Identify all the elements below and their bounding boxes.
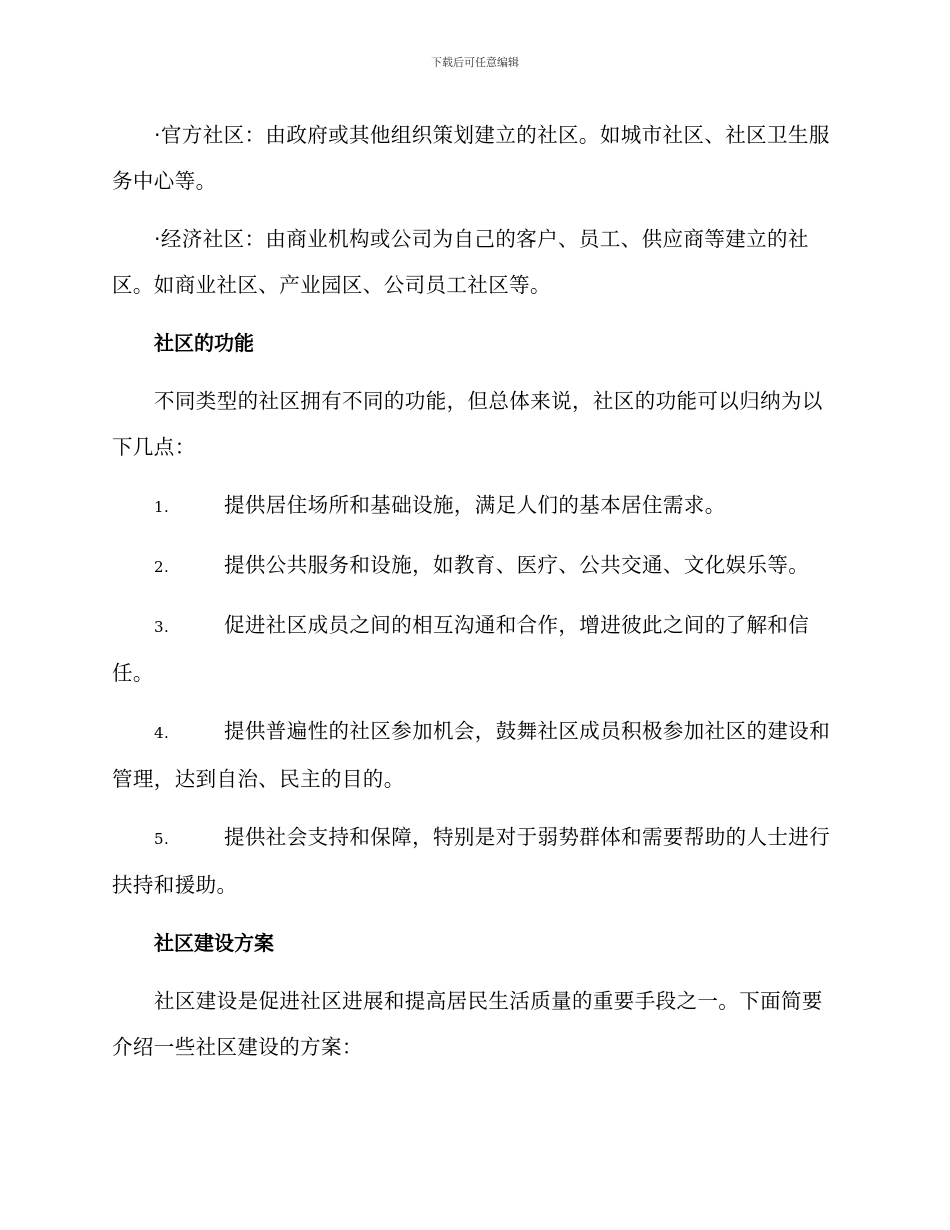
list-item-number: 5.	[154, 830, 170, 848]
list-item-text: 提供普遍性的社区参加机会，鼓舞社区成员积极参加社区的建设和管理，达到自治、民主的目的。	[112, 719, 831, 791]
paragraph-economic-community: ·经济社区：由商业机构或公司为自己的客户、员工、供应商等建立的社区。如商业社区、产业园区、公司员工社区等。	[112, 227, 809, 297]
list-item-text: 提供公共服务和设施，如教育、医疗、公共交通、文化娱乐等。	[224, 553, 810, 577]
heading-community-construction: 社区建设方案	[154, 931, 274, 955]
paragraph-construction-intro: 社区建设是促进社区进展和提高居民生活质量的重要手段之一。下面简要介绍一些社区建设的方案：	[112, 989, 823, 1059]
paragraph-functions-intro: 不同类型的社区拥有不同的功能，但总体来说，社区的功能可以归纳为以下几点：	[112, 389, 823, 459]
document-body	[112, 112, 834, 1082]
heading-community-functions: 社区的功能	[154, 331, 254, 355]
list-item	[112, 602, 834, 696]
list-item-number: 4.	[154, 724, 170, 742]
list-item-number: 1.	[154, 498, 170, 516]
list-item	[112, 814, 834, 908]
list-item-text: 提供居住场所和基础设施，满足人们的基本居住需求。	[224, 493, 726, 517]
list-item	[112, 482, 834, 530]
page-header: 下载后可任意编辑	[431, 56, 519, 69]
paragraph-official-community: ·官方社区：由政府或其他组织策划建立的社区。如城市社区、社区卫生服务中心等。	[112, 123, 830, 193]
list-item-number: 3.	[154, 618, 170, 636]
list-item-text: 促进社区成员之间的相互沟通和合作，增进彼此之间的了解和信任。	[112, 613, 810, 685]
list-item	[112, 542, 834, 590]
list-item-number: 2.	[154, 558, 170, 576]
list-item	[112, 708, 834, 802]
list-item-text: 提供社会支持和保障，特别是对于弱势群体和需要帮助的人士进行扶持和援助。	[112, 825, 831, 897]
